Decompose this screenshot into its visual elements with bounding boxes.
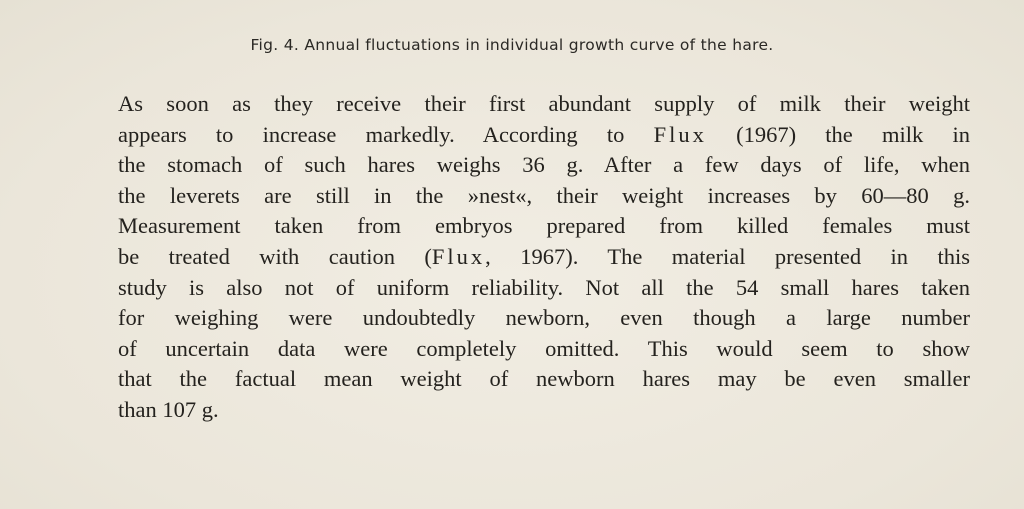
line-6-text-before: be treated with caution ( [118,243,432,269]
paragraph-line-11: than 107 g. [118,396,219,422]
author-name-flux-2: Flux [431,243,486,269]
line-2-text-before: appears to increase markedly. According to [118,121,654,147]
body-paragraph [118,89,970,426]
paragraph-line-4: the leverets are still in the »nest«, their weight increases by 60—80 g. [118,182,970,208]
paragraph-line-10: that the factual mean weight of newborn hares may be even smaller [118,366,970,392]
line-6-text-after: , 1967). The material presented in this [485,243,970,269]
figure-caption: Fig. 4. Annual fluctuations in individual growth curve of the hare. [250,36,774,54]
paragraph-line-2 [118,120,970,151]
paragraph-line-1: As soon as they receive their first abundant supply of milk their weight [118,91,970,116]
author-name-flux: Flux [653,121,707,147]
line-2-text-after: (1967) the milk in [706,121,970,147]
paragraph-line-9: of uncertain data were completely omitted. This would seem to show [118,335,970,361]
paragraph-line-8: for weighing were undoubtedly newborn, even though a large number [118,305,970,331]
paragraph-line-6 [118,242,970,273]
paragraph-line-3: the stomach of such hares weighs 36 g. After a few days of life, when [118,152,970,178]
paragraph-line-7: study is also not of uniform reliability. Not all the 54 small hares taken [118,274,970,300]
paragraph-line-5: Measurement taken from embryos prepared from killed females must [118,213,970,239]
